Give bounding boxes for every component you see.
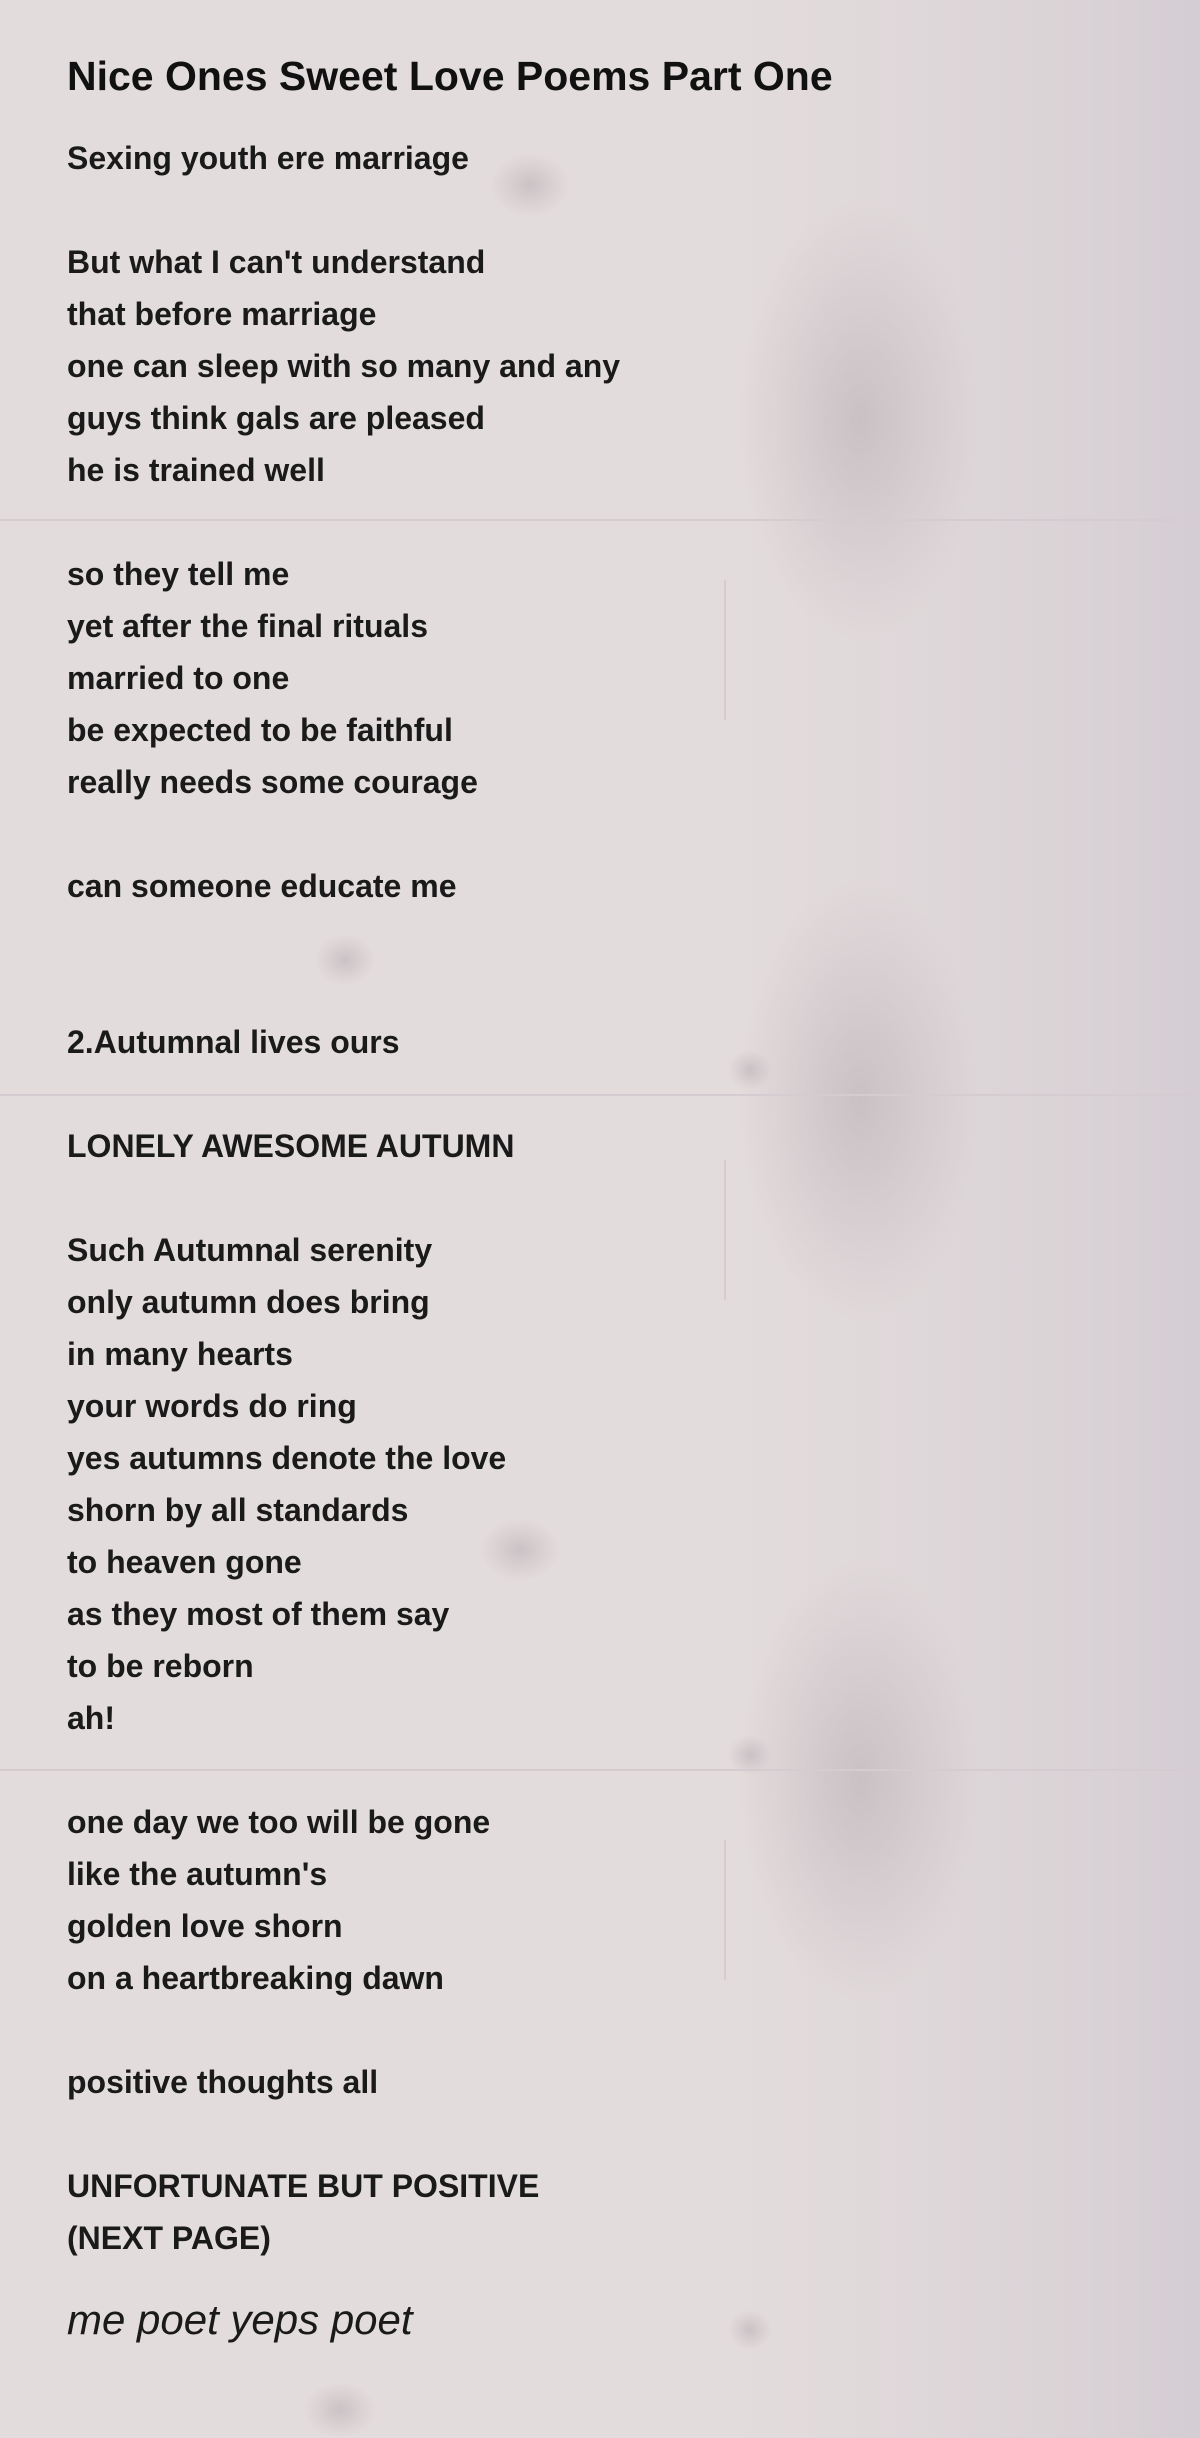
poem-line: so they tell me xyxy=(67,556,290,592)
poem-line: LONELY AWESOME AUTUMN xyxy=(67,1128,515,1164)
poem-line: (NEXT PAGE) xyxy=(67,2220,271,2256)
poem-line: shorn by all standards xyxy=(67,1492,409,1528)
poem-page xyxy=(67,44,1167,2352)
poem-line: really needs some courage xyxy=(67,764,478,800)
poem-line: guys think gals are pleased xyxy=(67,400,485,436)
poem-line: like the autumn's xyxy=(67,1856,328,1892)
poem-line: 2.Autumnal lives ours xyxy=(67,1024,400,1060)
poem-line: positive thoughts all xyxy=(67,2064,379,2100)
poem-line: that before marriage xyxy=(67,296,377,332)
poem-line: golden love shorn xyxy=(67,1908,343,1944)
poem-line: to heaven gone xyxy=(67,1544,302,1580)
poem-line: UNFORTUNATE BUT POSITIVE xyxy=(67,2168,540,2204)
poem-line: he is trained well xyxy=(67,452,325,488)
poem-line: one day we too will be gone xyxy=(67,1804,491,1840)
poem-body xyxy=(67,132,1167,2264)
poem-author: me poet yeps poet xyxy=(67,2296,413,2343)
poem-line: only autumn does bring xyxy=(67,1284,430,1320)
poem-line: yes autumns denote the love xyxy=(67,1440,507,1476)
poem-line: be expected to be faithful xyxy=(67,712,453,748)
poem-line: Such Autumnal serenity xyxy=(67,1232,433,1268)
poem-line: Sexing youth ere marriage xyxy=(67,140,469,176)
poem-title: Nice Ones Sweet Love Poems Part One xyxy=(67,53,833,99)
poem-line: ah! xyxy=(67,1700,115,1736)
poem-line: married to one xyxy=(67,660,290,696)
poem-line: as they most of them say xyxy=(67,1596,450,1632)
poem-line: But what I can't understand xyxy=(67,244,486,280)
poem-line: yet after the final rituals xyxy=(67,608,428,644)
poem-line: can someone educate me xyxy=(67,868,457,904)
poem-line: your words do ring xyxy=(67,1388,357,1424)
poem-line: one can sleep with so many and any xyxy=(67,348,621,384)
poem-line: to be reborn xyxy=(67,1648,254,1684)
poem-line: on a heartbreaking dawn xyxy=(67,1960,444,1996)
poem-line: in many hearts xyxy=(67,1336,293,1372)
